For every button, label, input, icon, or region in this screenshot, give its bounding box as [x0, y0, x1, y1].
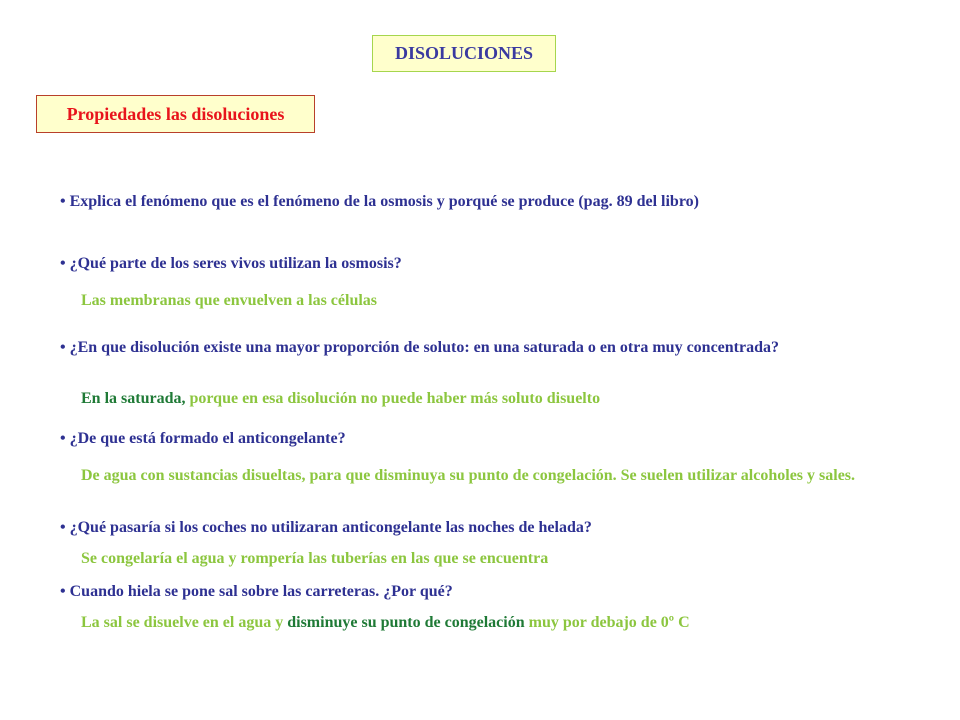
answer-highlight: En la saturada, — [81, 390, 186, 407]
answer-anticongelante: De agua con sustancias disueltas, para que disminuya su punto de congelación. Se suelen utilizar alcoholes y sales. — [81, 467, 856, 484]
bullet: • — [60, 583, 66, 600]
question-text: ¿Qué parte de los seres vivos utilizan la osmosis? — [69, 255, 402, 272]
answer-rest: porque en esa disolución no puede haber más soluto disuelto — [185, 390, 601, 407]
bullet: • — [60, 255, 66, 272]
answer-end: muy por debajo de 0º C — [524, 614, 690, 631]
question-coches — [60, 517, 850, 539]
answer-saturada — [81, 388, 861, 410]
answer-start: La sal se disuelve en el agua y — [81, 614, 288, 631]
section-subtitle: Propiedades las disoluciones — [36, 95, 315, 133]
question-anticongelante — [60, 428, 850, 450]
page-title: DISOLUCIONES — [372, 35, 556, 72]
answer-coches: Se congelaría el agua y rompería las tuberías en las que se encuentra — [81, 550, 549, 567]
bullet: • — [60, 430, 66, 447]
question-sal-carreteras — [60, 581, 850, 603]
question-text: ¿De que está formado el anticongelante? — [69, 430, 346, 447]
bullet: • — [60, 519, 66, 536]
question-saturada — [60, 337, 850, 359]
answer-sal-carreteras — [81, 612, 861, 634]
question-text: Explica el fenómeno que es el fenómeno de la osmosis y porqué se produce (pag. 89 del libro) — [69, 193, 699, 210]
bullet: • — [60, 193, 66, 210]
answer-seres-vivos: Las membranas que envuelven a las células — [81, 292, 378, 309]
bullet: • — [60, 339, 66, 356]
answer-highlight: disminuye su punto de congelación — [287, 614, 525, 631]
question-osmosis — [60, 191, 850, 213]
question-text: Cuando hiela se pone sal sobre las carreteras. ¿Por qué? — [69, 583, 453, 600]
question-seres-vivos — [60, 253, 850, 275]
question-text: ¿Qué pasaría si los coches no utilizaran anticongelante las noches de helada? — [69, 519, 592, 536]
question-text: ¿En que disolución existe una mayor proporción de soluto: en una saturada o en otra muy concentrada? — [69, 339, 780, 356]
